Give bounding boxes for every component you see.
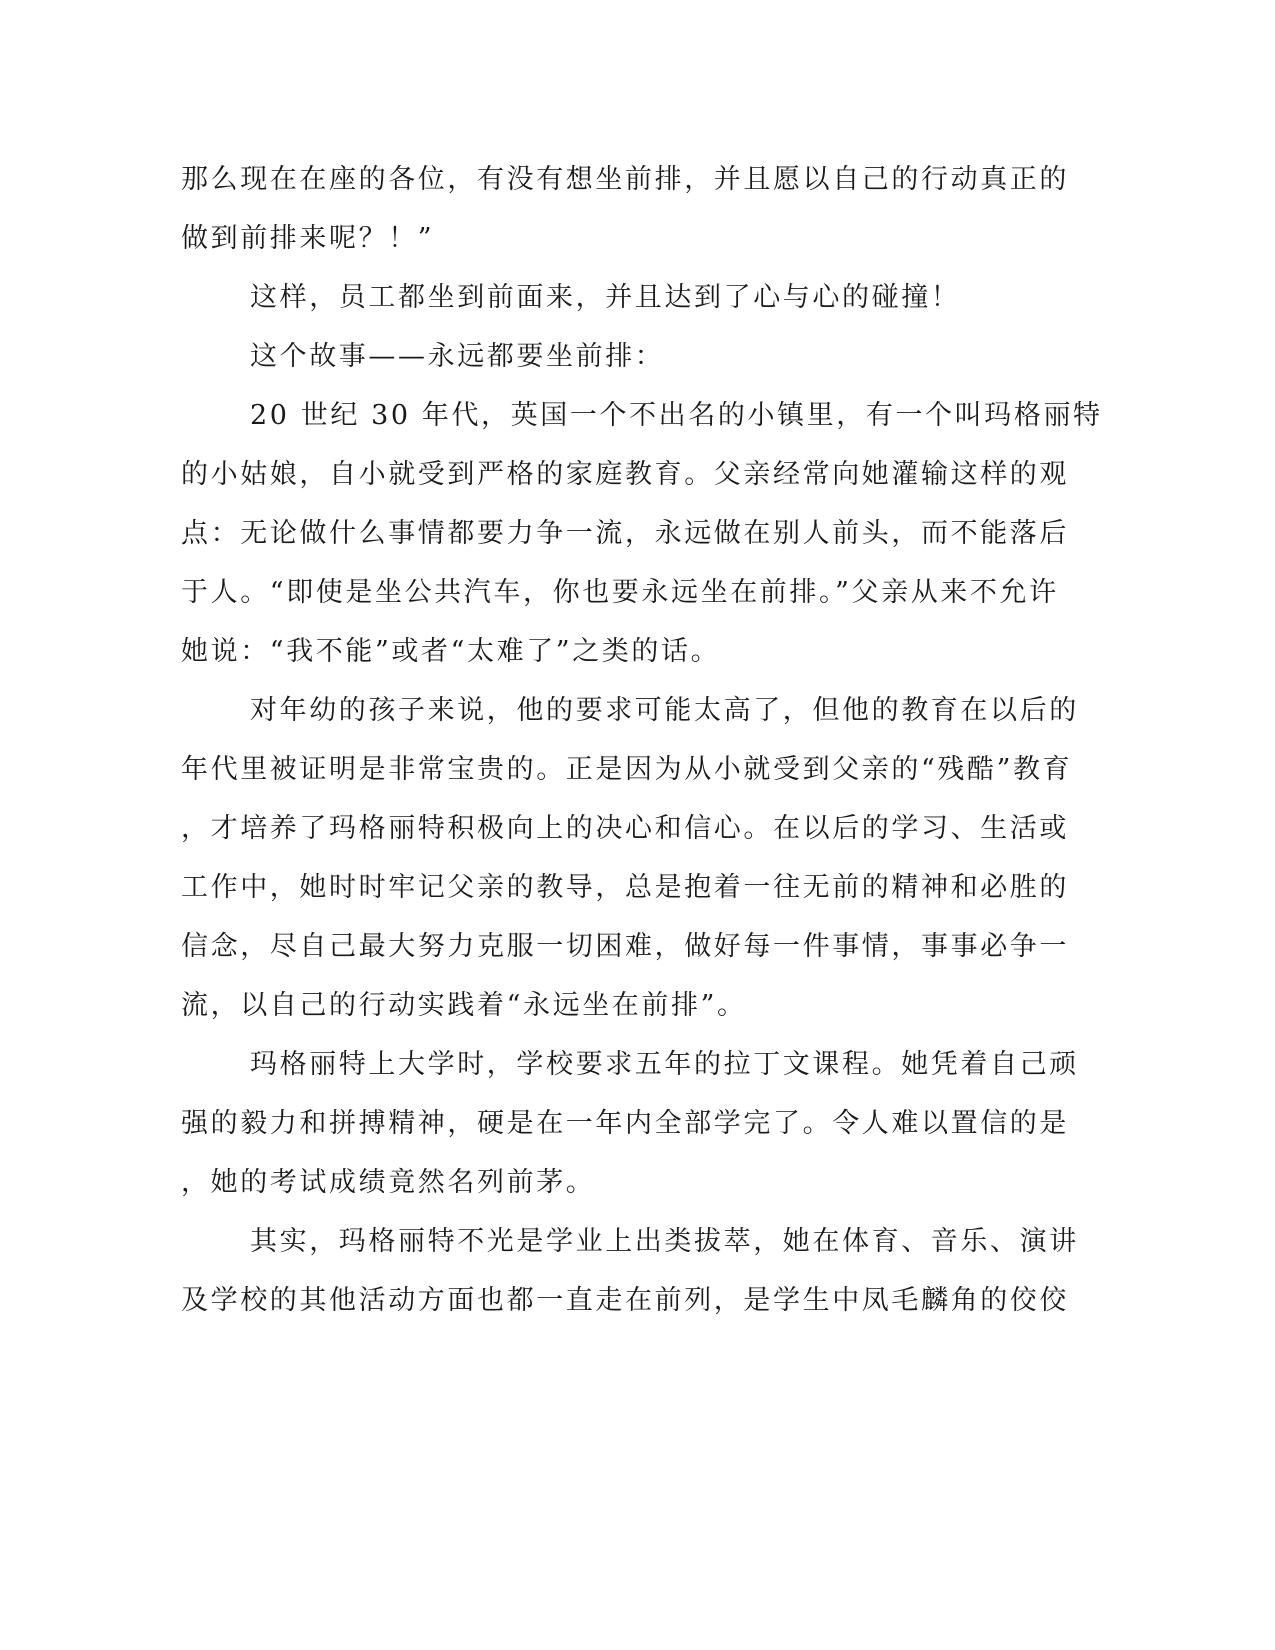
text-line: 这样，员工都坐到前面来，并且达到了心与心的碰撞！ bbox=[250, 282, 961, 313]
text-line: 玛格丽特上大学时，学校要求五年的拉丁文课程。她凭着自己顽 bbox=[250, 1049, 1079, 1080]
text-line: 做到前排来呢？！” bbox=[181, 223, 435, 254]
text-line: 20 世纪 30 年代，英国一个不出名的小镇里，有一个叫玛格丽特 bbox=[250, 400, 1103, 431]
text-line: ，她的考试成绩竟然名列前茅。 bbox=[181, 1167, 596, 1198]
text-line: 及学校的其他活动方面也都一直走在前列，是学生中凤毛麟角的佼佼 bbox=[181, 1285, 1069, 1316]
text-line: 强的毅力和拼搏精神，硬是在一年内全部学完了。令人难以置信的是 bbox=[181, 1108, 1069, 1139]
text-line: 那么现在在座的各位，有没有想坐前排，并且愿以自己的行动真正的 bbox=[181, 164, 1069, 195]
text-line: 这个故事——永远都要坐前排： bbox=[250, 341, 665, 372]
text-line: 工作中，她时时牢记父亲的教导，总是抱着一往无前的精神和必胜的 bbox=[181, 872, 1069, 903]
text-line: 对年幼的孩子来说，他的要求可能太高了，但他的教育在以后的 bbox=[250, 695, 1079, 726]
text-line: 流，以自己的行动实践着“永远坐在前排”。 bbox=[181, 990, 747, 1021]
text-line: 点：无论做什么事情都要力争一流，永远做在别人前头，而不能落后 bbox=[181, 518, 1069, 549]
text-line: 年代里被证明是非常宝贵的。正是因为从小就受到父亲的“残酷”教育 bbox=[181, 754, 1073, 785]
text-line: 于人。“即使是坐公共汽车，你也要永远坐在前排。”父亲从来不允许 bbox=[181, 577, 1059, 608]
text-line: 其实，玛格丽特不光是学业上出类拔萃，她在体育、音乐、演讲 bbox=[250, 1226, 1079, 1257]
text-line: 她说：“我不能”或者“太难了”之类的话。 bbox=[181, 636, 721, 667]
text-line: 信念，尽自己最大努力克服一切困难，做好每一件事情，事事必争一 bbox=[181, 931, 1069, 962]
text-line: ，才培养了玛格丽特积极向上的决心和信心。在以后的学习、生活或 bbox=[181, 813, 1069, 844]
text-line: 的小姑娘，自小就受到严格的家庭教育。父亲经常向她灌输这样的观 bbox=[181, 459, 1069, 490]
